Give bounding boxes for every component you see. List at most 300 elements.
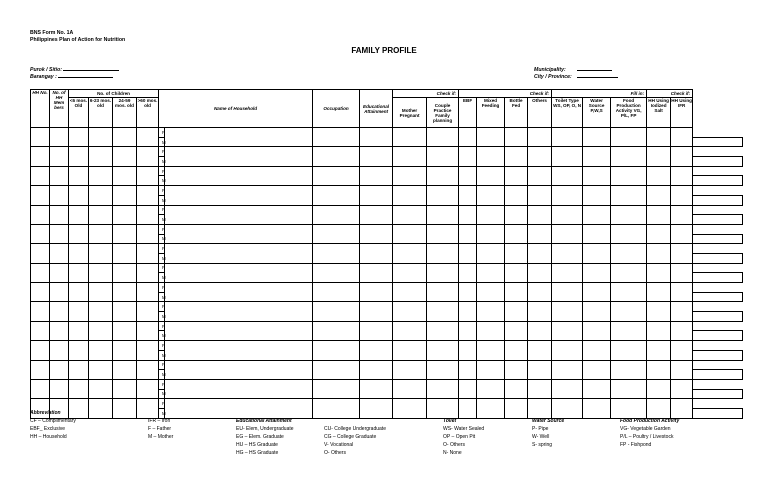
table-cell[interactable] (552, 224, 583, 243)
table-cell[interactable] (137, 302, 159, 321)
table-cell[interactable] (393, 128, 427, 147)
table-cell[interactable] (393, 341, 427, 360)
table-cell[interactable] (89, 360, 113, 379)
table-cell[interactable] (137, 321, 159, 340)
table-cell[interactable] (459, 341, 477, 360)
table-cell[interactable] (360, 166, 393, 185)
table-cell[interactable] (360, 321, 393, 340)
table-cell[interactable] (647, 186, 671, 205)
table-cell[interactable] (69, 341, 89, 360)
table-cell[interactable] (313, 224, 360, 243)
table-cell[interactable] (137, 379, 159, 398)
table-cell[interactable] (647, 263, 671, 282)
table-cell[interactable] (552, 321, 583, 340)
table-cell[interactable] (671, 379, 693, 398)
table-cell[interactable] (611, 244, 647, 263)
table-cell[interactable] (671, 186, 693, 205)
table-cell[interactable] (89, 128, 113, 147)
table-cell[interactable] (360, 341, 393, 360)
table-cell[interactable] (647, 379, 671, 398)
table-cell[interactable] (528, 186, 552, 205)
table-cell[interactable] (528, 166, 552, 185)
table-cell[interactable] (611, 360, 647, 379)
name-cell[interactable] (165, 321, 313, 340)
table-cell[interactable] (583, 205, 611, 224)
table-cell[interactable] (313, 321, 360, 340)
table-cell[interactable] (393, 263, 427, 282)
table-cell[interactable] (459, 128, 477, 147)
table-cell[interactable] (459, 302, 477, 321)
table-cell[interactable] (50, 321, 69, 340)
name-cell[interactable] (165, 224, 313, 243)
table-cell[interactable] (528, 341, 552, 360)
table-cell[interactable] (31, 263, 50, 282)
table-cell[interactable] (69, 360, 89, 379)
table-cell[interactable] (313, 302, 360, 321)
barangay-line[interactable] (58, 73, 113, 78)
table-cell[interactable] (137, 263, 159, 282)
table-cell[interactable] (360, 360, 393, 379)
table-cell[interactable] (50, 360, 69, 379)
table-cell[interactable] (477, 360, 505, 379)
table-cell[interactable] (505, 283, 528, 302)
name-cell[interactable] (165, 283, 313, 302)
name-cell[interactable] (693, 408, 743, 418)
table-cell[interactable] (31, 379, 50, 398)
table-cell[interactable] (583, 186, 611, 205)
table-cell[interactable] (427, 128, 459, 147)
table-cell[interactable] (427, 283, 459, 302)
table-cell[interactable] (611, 186, 647, 205)
table-cell[interactable] (313, 186, 360, 205)
purok-field[interactable] (30, 66, 119, 73)
table-cell[interactable] (89, 186, 113, 205)
table-cell[interactable] (505, 147, 528, 166)
table-cell[interactable] (69, 128, 89, 147)
table-cell[interactable] (505, 166, 528, 185)
table-cell[interactable] (113, 321, 137, 340)
table-cell[interactable] (313, 128, 360, 147)
table-cell[interactable] (427, 360, 459, 379)
table-cell[interactable] (528, 224, 552, 243)
table-cell[interactable] (137, 244, 159, 263)
table-cell[interactable] (459, 360, 477, 379)
table-cell[interactable] (528, 379, 552, 398)
table-cell[interactable] (113, 128, 137, 147)
table-cell[interactable] (505, 263, 528, 282)
table-cell[interactable] (611, 205, 647, 224)
table-cell[interactable] (31, 166, 50, 185)
table-cell[interactable] (427, 379, 459, 398)
table-cell[interactable] (69, 283, 89, 302)
table-cell[interactable] (113, 360, 137, 379)
table-cell[interactable] (360, 263, 393, 282)
table-cell[interactable] (611, 302, 647, 321)
table-cell[interactable] (505, 128, 528, 147)
table-cell[interactable] (393, 399, 427, 418)
table-cell[interactable] (477, 224, 505, 243)
table-cell[interactable] (647, 302, 671, 321)
table-cell[interactable] (137, 399, 159, 418)
name-cell[interactable] (693, 331, 743, 341)
table-cell[interactable] (113, 224, 137, 243)
name-cell[interactable] (165, 128, 313, 147)
table-cell[interactable] (459, 379, 477, 398)
name-cell[interactable] (165, 341, 313, 360)
table-cell[interactable] (528, 399, 552, 418)
name-cell[interactable] (693, 195, 743, 205)
table-cell[interactable] (393, 147, 427, 166)
table-cell[interactable] (671, 360, 693, 379)
table-cell[interactable] (671, 302, 693, 321)
table-cell[interactable] (137, 224, 159, 243)
table-cell[interactable] (459, 186, 477, 205)
name-cell[interactable] (693, 176, 743, 186)
table-cell[interactable] (671, 147, 693, 166)
table-cell[interactable] (137, 186, 159, 205)
table-cell[interactable] (647, 147, 671, 166)
table-cell[interactable] (552, 341, 583, 360)
table-cell[interactable] (552, 244, 583, 263)
table-cell[interactable] (611, 224, 647, 243)
table-cell[interactable] (583, 360, 611, 379)
table-cell[interactable] (552, 379, 583, 398)
table-cell[interactable] (647, 128, 671, 147)
table-cell[interactable] (313, 263, 360, 282)
table-cell[interactable] (69, 205, 89, 224)
table-cell[interactable] (528, 321, 552, 340)
name-cell[interactable] (693, 312, 743, 322)
municipality-field[interactable] (534, 66, 612, 73)
table-cell[interactable] (313, 283, 360, 302)
table-cell[interactable] (69, 244, 89, 263)
table-cell[interactable] (69, 302, 89, 321)
table-cell[interactable] (50, 302, 69, 321)
table-cell[interactable] (528, 302, 552, 321)
table-cell[interactable] (69, 224, 89, 243)
table-cell[interactable] (528, 205, 552, 224)
name-cell[interactable] (693, 292, 743, 302)
table-cell[interactable] (647, 341, 671, 360)
table-cell[interactable] (31, 224, 50, 243)
table-cell[interactable] (505, 205, 528, 224)
table-cell[interactable] (477, 166, 505, 185)
table-cell[interactable] (313, 147, 360, 166)
table-cell[interactable] (459, 283, 477, 302)
table-cell[interactable] (477, 263, 505, 282)
table-cell[interactable] (611, 399, 647, 418)
table-cell[interactable] (31, 302, 50, 321)
table-cell[interactable] (583, 224, 611, 243)
table-cell[interactable] (393, 186, 427, 205)
table-cell[interactable] (137, 147, 159, 166)
table-cell[interactable] (69, 379, 89, 398)
table-cell[interactable] (50, 341, 69, 360)
table-cell[interactable] (583, 263, 611, 282)
table-cell[interactable] (552, 205, 583, 224)
table-cell[interactable] (393, 205, 427, 224)
table-cell[interactable] (459, 321, 477, 340)
table-cell[interactable] (477, 321, 505, 340)
table-cell[interactable] (505, 224, 528, 243)
table-cell[interactable] (459, 244, 477, 263)
table-cell[interactable] (671, 263, 693, 282)
name-cell[interactable] (693, 137, 743, 147)
table-cell[interactable] (671, 166, 693, 185)
table-cell[interactable] (50, 147, 69, 166)
table-cell[interactable] (528, 263, 552, 282)
table-cell[interactable] (31, 205, 50, 224)
table-cell[interactable] (552, 166, 583, 185)
name-cell[interactable] (693, 370, 743, 380)
table-cell[interactable] (427, 399, 459, 418)
name-cell[interactable] (693, 273, 743, 283)
table-cell[interactable] (360, 302, 393, 321)
table-cell[interactable] (393, 166, 427, 185)
table-cell[interactable] (50, 205, 69, 224)
table-cell[interactable] (137, 341, 159, 360)
table-cell[interactable] (647, 399, 671, 418)
table-cell[interactable] (313, 166, 360, 185)
table-cell[interactable] (427, 263, 459, 282)
table-cell[interactable] (459, 263, 477, 282)
table-cell[interactable] (477, 341, 505, 360)
table-cell[interactable] (393, 321, 427, 340)
table-cell[interactable] (31, 244, 50, 263)
table-cell[interactable] (477, 205, 505, 224)
table-cell[interactable] (459, 224, 477, 243)
table-cell[interactable] (31, 186, 50, 205)
table-cell[interactable] (505, 244, 528, 263)
table-cell[interactable] (137, 166, 159, 185)
table-cell[interactable] (477, 147, 505, 166)
table-cell[interactable] (477, 283, 505, 302)
table-cell[interactable] (31, 128, 50, 147)
table-cell[interactable] (459, 166, 477, 185)
table-cell[interactable] (477, 128, 505, 147)
table-cell[interactable] (505, 379, 528, 398)
table-cell[interactable] (31, 360, 50, 379)
table-cell[interactable] (427, 224, 459, 243)
table-cell[interactable] (647, 360, 671, 379)
table-cell[interactable] (31, 283, 50, 302)
table-cell[interactable] (477, 186, 505, 205)
table-cell[interactable] (611, 263, 647, 282)
table-cell[interactable] (671, 224, 693, 243)
table-cell[interactable] (505, 186, 528, 205)
name-cell[interactable] (693, 253, 743, 263)
table-cell[interactable] (137, 360, 159, 379)
city-field[interactable] (534, 73, 618, 80)
table-cell[interactable] (69, 186, 89, 205)
table-cell[interactable] (360, 379, 393, 398)
table-cell[interactable] (583, 283, 611, 302)
name-cell[interactable] (693, 215, 743, 225)
table-cell[interactable] (50, 244, 69, 263)
table-cell[interactable] (393, 360, 427, 379)
name-cell[interactable] (165, 205, 313, 224)
name-cell[interactable] (165, 399, 313, 418)
city-line[interactable] (577, 73, 618, 78)
table-cell[interactable] (31, 341, 50, 360)
table-cell[interactable] (552, 186, 583, 205)
table-cell[interactable] (671, 283, 693, 302)
table-cell[interactable] (360, 128, 393, 147)
table-cell[interactable] (611, 166, 647, 185)
table-cell[interactable] (427, 244, 459, 263)
name-cell[interactable] (693, 234, 743, 244)
table-cell[interactable] (50, 283, 69, 302)
table-cell[interactable] (313, 205, 360, 224)
table-cell[interactable] (671, 205, 693, 224)
table-cell[interactable] (113, 302, 137, 321)
table-cell[interactable] (671, 341, 693, 360)
table-cell[interactable] (583, 128, 611, 147)
table-cell[interactable] (583, 302, 611, 321)
table-cell[interactable] (505, 321, 528, 340)
table-cell[interactable] (50, 166, 69, 185)
table-cell[interactable] (459, 399, 477, 418)
table-cell[interactable] (360, 244, 393, 263)
table-cell[interactable] (89, 302, 113, 321)
table-cell[interactable] (69, 321, 89, 340)
table-cell[interactable] (528, 360, 552, 379)
table-cell[interactable] (427, 147, 459, 166)
table-cell[interactable] (552, 283, 583, 302)
table-cell[interactable] (505, 341, 528, 360)
name-cell[interactable] (165, 302, 313, 321)
table-cell[interactable] (313, 399, 360, 418)
table-cell[interactable] (671, 399, 693, 418)
table-cell[interactable] (583, 379, 611, 398)
table-cell[interactable] (671, 321, 693, 340)
table-cell[interactable] (360, 224, 393, 243)
table-cell[interactable] (69, 263, 89, 282)
table-cell[interactable] (69, 147, 89, 166)
table-cell[interactable] (69, 166, 89, 185)
table-cell[interactable] (31, 147, 50, 166)
name-cell[interactable] (165, 186, 313, 205)
table-cell[interactable] (427, 205, 459, 224)
table-cell[interactable] (611, 321, 647, 340)
name-cell[interactable] (693, 389, 743, 399)
table-cell[interactable] (647, 205, 671, 224)
table-cell[interactable] (360, 186, 393, 205)
name-cell[interactable] (165, 360, 313, 379)
table-cell[interactable] (360, 147, 393, 166)
table-cell[interactable] (611, 283, 647, 302)
table-cell[interactable] (313, 360, 360, 379)
table-cell[interactable] (50, 224, 69, 243)
table-cell[interactable] (89, 224, 113, 243)
table-cell[interactable] (313, 244, 360, 263)
table-cell[interactable] (137, 283, 159, 302)
name-cell[interactable] (165, 379, 313, 398)
table-cell[interactable] (113, 147, 137, 166)
table-cell[interactable] (137, 205, 159, 224)
purok-line[interactable] (63, 66, 119, 71)
table-cell[interactable] (313, 379, 360, 398)
table-cell[interactable] (647, 166, 671, 185)
table-cell[interactable] (477, 399, 505, 418)
name-cell[interactable] (165, 263, 313, 282)
table-cell[interactable] (113, 244, 137, 263)
table-cell[interactable] (528, 147, 552, 166)
name-cell[interactable] (693, 350, 743, 360)
table-cell[interactable] (583, 166, 611, 185)
table-cell[interactable] (583, 321, 611, 340)
municipality-line[interactable] (577, 66, 612, 71)
table-cell[interactable] (647, 283, 671, 302)
table-cell[interactable] (89, 147, 113, 166)
table-cell[interactable] (113, 399, 137, 418)
table-cell[interactable] (113, 341, 137, 360)
table-cell[interactable] (528, 244, 552, 263)
table-cell[interactable] (113, 283, 137, 302)
table-cell[interactable] (459, 205, 477, 224)
table-cell[interactable] (552, 147, 583, 166)
table-cell[interactable] (113, 263, 137, 282)
name-cell[interactable] (693, 157, 743, 167)
table-cell[interactable] (427, 166, 459, 185)
table-cell[interactable] (393, 244, 427, 263)
table-cell[interactable] (528, 283, 552, 302)
table-cell[interactable] (583, 399, 611, 418)
table-cell[interactable] (477, 244, 505, 263)
table-cell[interactable] (552, 360, 583, 379)
table-cell[interactable] (552, 399, 583, 418)
table-cell[interactable] (477, 302, 505, 321)
table-cell[interactable] (647, 321, 671, 340)
table-cell[interactable] (671, 128, 693, 147)
table-cell[interactable] (427, 302, 459, 321)
table-cell[interactable] (89, 166, 113, 185)
table-cell[interactable] (89, 283, 113, 302)
table-cell[interactable] (89, 379, 113, 398)
table-cell[interactable] (647, 224, 671, 243)
table-cell[interactable] (360, 205, 393, 224)
table-cell[interactable] (477, 379, 505, 398)
table-cell[interactable] (647, 244, 671, 263)
table-cell[interactable] (583, 147, 611, 166)
table-cell[interactable] (505, 360, 528, 379)
table-cell[interactable] (611, 128, 647, 147)
table-cell[interactable] (528, 128, 552, 147)
table-cell[interactable] (505, 302, 528, 321)
table-cell[interactable] (583, 244, 611, 263)
table-cell[interactable] (31, 321, 50, 340)
table-cell[interactable] (89, 263, 113, 282)
table-cell[interactable] (427, 341, 459, 360)
table-cell[interactable] (50, 186, 69, 205)
barangay-field[interactable] (30, 73, 113, 80)
table-cell[interactable] (459, 147, 477, 166)
table-cell[interactable] (113, 186, 137, 205)
table-cell[interactable] (427, 321, 459, 340)
table-cell[interactable] (552, 263, 583, 282)
table-cell[interactable] (552, 128, 583, 147)
table-cell[interactable] (505, 399, 528, 418)
table-cell[interactable] (611, 379, 647, 398)
table-cell[interactable] (113, 379, 137, 398)
table-cell[interactable] (671, 244, 693, 263)
name-cell[interactable] (165, 147, 313, 166)
table-cell[interactable] (427, 186, 459, 205)
table-cell[interactable] (360, 283, 393, 302)
table-cell[interactable] (611, 147, 647, 166)
table-cell[interactable] (393, 302, 427, 321)
table-cell[interactable] (583, 341, 611, 360)
